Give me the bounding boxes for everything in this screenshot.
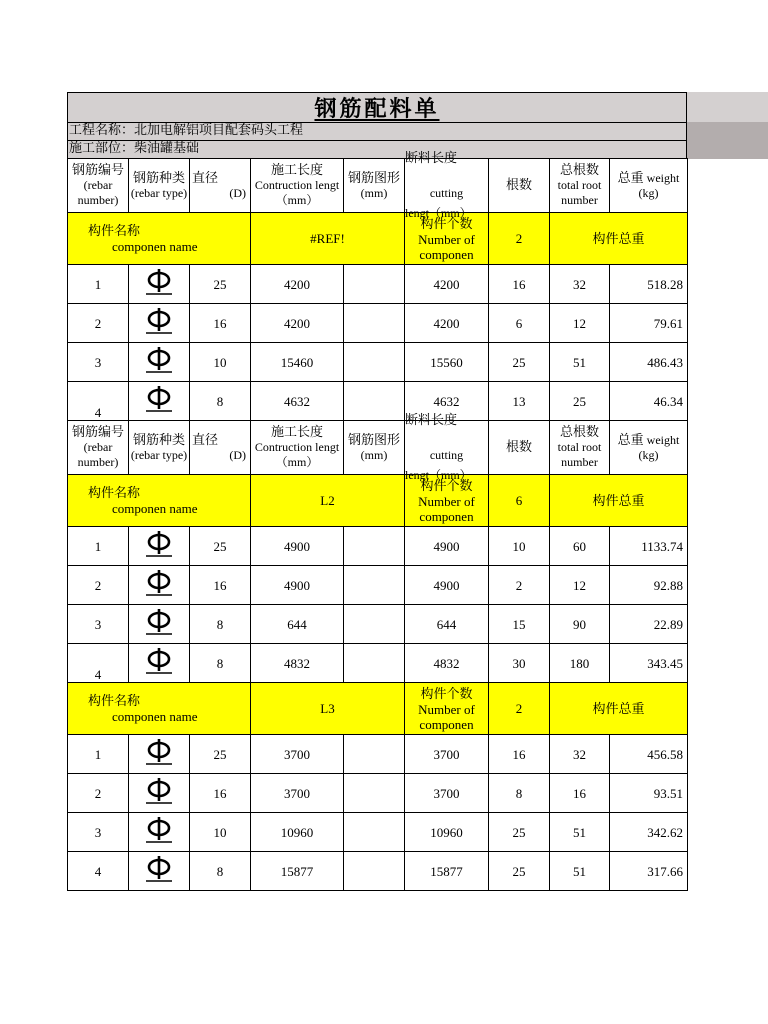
rebar-row (68, 605, 688, 644)
rebar-row (68, 852, 688, 891)
rebar-grade-symbol-icon (142, 530, 176, 560)
col-cutting-length: 断料长度 cutting lengt（mm） (405, 159, 489, 213)
rebar-diameter: 10 (190, 813, 251, 852)
component-name-label: 构件名称 componen name (68, 683, 251, 735)
rebar-number: 3 (68, 343, 129, 382)
rebar-construction-length: 644 (251, 605, 344, 644)
rebar-total-roots: 16 (550, 774, 610, 813)
col-total-weight: 总重 weight (kg) (610, 421, 688, 475)
rebar-count: 16 (489, 265, 550, 304)
component-qty-label: 构件个数 Number of componen (405, 213, 489, 265)
rebar-shape (344, 774, 405, 813)
rebar-shape (344, 265, 405, 304)
rebar-grade-symbol-icon (142, 855, 176, 885)
rebar-total-roots: 60 (550, 527, 610, 566)
column-header-row (68, 421, 688, 475)
rebar-diameter: 16 (190, 304, 251, 343)
rebar-cutting-length: 4200 (405, 265, 489, 304)
col-rebar-number: 钢筋编号 (rebar number) (68, 421, 129, 475)
rebar-total-weight: 343.45 (610, 644, 688, 683)
rebar-construction-length: 15877 (251, 852, 344, 891)
rebar-row (68, 382, 688, 421)
rebar-grade-symbol-icon (142, 569, 176, 599)
rebar-number: 1 (68, 265, 129, 304)
col-total-roots: 总根数 total root number (550, 421, 610, 475)
rebar-diameter: 8 (190, 382, 251, 421)
rebar-type (129, 813, 190, 852)
rebar-diameter: 25 (190, 527, 251, 566)
component-total-weight-label: 构件总重 (550, 683, 688, 735)
rebar-count: 15 (489, 605, 550, 644)
rebar-number: 3 (68, 605, 129, 644)
rebar-total-weight: 46.34 (610, 382, 688, 421)
rebar-count: 6 (489, 304, 550, 343)
rebar-grade-symbol-icon (142, 385, 176, 415)
component-name-value: L3 (251, 683, 405, 735)
rebar-shape (344, 527, 405, 566)
component-qty-value: 2 (489, 213, 550, 265)
rebar-number: 1 (68, 735, 129, 774)
rebar-number: 2 (68, 774, 129, 813)
rebar-diameter: 25 (190, 265, 251, 304)
rebar-total-roots: 32 (550, 265, 610, 304)
rebar-row (68, 343, 688, 382)
rebar-total-weight: 486.43 (610, 343, 688, 382)
rebar-construction-length: 3700 (251, 735, 344, 774)
col-shape: 钢筋图形 (mm) (344, 159, 405, 213)
rebar-number: 2 (68, 304, 129, 343)
rebar-schedule-sheet (67, 92, 687, 891)
rebar-type (129, 343, 190, 382)
component-name-label: 构件名称 componen name (68, 475, 251, 527)
col-construction-length: 施工长度 Contruction lengt（mm） (251, 421, 344, 475)
rebar-diameter: 10 (190, 343, 251, 382)
rebar-cutting-length: 4632 (405, 382, 489, 421)
col-cutting-length: 断料长度 cutting lengt（mm） (405, 421, 489, 475)
rebar-total-roots: 51 (550, 852, 610, 891)
rebar-total-roots: 25 (550, 382, 610, 421)
rebar-cutting-length: 644 (405, 605, 489, 644)
rebar-count: 8 (489, 774, 550, 813)
rebar-grade-symbol-icon (142, 738, 176, 768)
construction-location: 施工部位：柴油罐基础 (67, 140, 687, 158)
rebar-construction-length: 4900 (251, 566, 344, 605)
rebar-total-weight: 317.66 (610, 852, 688, 891)
rebar-table (67, 151, 688, 891)
rebar-shape (344, 304, 405, 343)
rebar-number: 3 (68, 813, 129, 852)
rebar-type (129, 382, 190, 421)
component-total-weight-label: 构件总重 (550, 213, 688, 265)
rebar-shape (344, 382, 405, 421)
rebar-cutting-length: 4900 (405, 566, 489, 605)
component-row (68, 213, 688, 265)
rebar-type (129, 735, 190, 774)
rebar-number: 4 (68, 382, 129, 421)
rebar-cutting-length: 4832 (405, 644, 489, 683)
rebar-cutting-length: 15877 (405, 852, 489, 891)
col-diameter: 直径 (D) (190, 159, 251, 213)
rebar-total-weight: 93.51 (610, 774, 688, 813)
component-name-value: #REF! (251, 213, 405, 265)
rebar-construction-length: 4832 (251, 644, 344, 683)
rebar-diameter: 8 (190, 605, 251, 644)
rebar-shape (344, 343, 405, 382)
col-total-roots: 总根数 total root number (550, 159, 610, 213)
sheet-title: 钢筋配料单 (314, 97, 440, 122)
sheet-title-row (67, 92, 687, 122)
rebar-construction-length: 4200 (251, 304, 344, 343)
rebar-diameter: 16 (190, 566, 251, 605)
rebar-total-weight: 342.62 (610, 813, 688, 852)
component-name-label: 构件名称 componen name (68, 213, 251, 265)
rebar-row (68, 265, 688, 304)
rebar-type (129, 852, 190, 891)
rebar-construction-length: 4900 (251, 527, 344, 566)
rebar-number: 2 (68, 566, 129, 605)
component-qty-label: 构件个数 Number of componen (405, 475, 489, 527)
rebar-total-weight: 456.58 (610, 735, 688, 774)
rebar-total-roots: 51 (550, 813, 610, 852)
rebar-grade-symbol-icon (142, 608, 176, 638)
rebar-total-roots: 180 (550, 644, 610, 683)
rebar-shape (344, 644, 405, 683)
rebar-row (68, 735, 688, 774)
col-shape: 钢筋图形 (mm) (344, 421, 405, 475)
rebar-row (68, 813, 688, 852)
rebar-number: 1 (68, 527, 129, 566)
col-rebar-type: 钢筋种类 (rebar type) (129, 421, 190, 475)
rebar-count: 25 (489, 852, 550, 891)
rebar-row (68, 774, 688, 813)
rebar-count: 2 (489, 566, 550, 605)
rebar-number: 4 (68, 852, 129, 891)
rebar-cutting-length: 3700 (405, 735, 489, 774)
rebar-type (129, 605, 190, 644)
rebar-type (129, 644, 190, 683)
rebar-grade-symbol-icon (142, 647, 176, 677)
rebar-grade-symbol-icon (142, 816, 176, 846)
rebar-construction-length: 4200 (251, 265, 344, 304)
rebar-count: 25 (489, 813, 550, 852)
rebar-total-roots: 12 (550, 304, 610, 343)
rebar-diameter: 25 (190, 735, 251, 774)
rebar-grade-symbol-icon (142, 307, 176, 337)
col-rebar-type: 钢筋种类 (rebar type) (129, 159, 190, 213)
rebar-type (129, 304, 190, 343)
rebar-shape (344, 852, 405, 891)
rebar-total-weight: 79.61 (610, 304, 688, 343)
rebar-diameter: 16 (190, 774, 251, 813)
rebar-type (129, 265, 190, 304)
rebar-total-roots: 51 (550, 343, 610, 382)
rebar-cutting-length: 4900 (405, 527, 489, 566)
rebar-type (129, 774, 190, 813)
rebar-shape (344, 735, 405, 774)
rebar-construction-length: 15460 (251, 343, 344, 382)
rebar-number: 4 (68, 644, 129, 683)
rebar-shape (344, 813, 405, 852)
rebar-cutting-length: 10960 (405, 813, 489, 852)
component-name-value: L2 (251, 475, 405, 527)
rebar-cutting-length: 4200 (405, 304, 489, 343)
rebar-construction-length: 4632 (251, 382, 344, 421)
rebar-row (68, 304, 688, 343)
rebar-count: 16 (489, 735, 550, 774)
rebar-diameter: 8 (190, 644, 251, 683)
component-row (68, 475, 688, 527)
info-band-right (687, 122, 768, 159)
col-count: 根数 (489, 159, 550, 213)
rebar-shape (344, 605, 405, 644)
rebar-grade-symbol-icon (142, 268, 176, 298)
rebar-type (129, 527, 190, 566)
component-total-weight-label: 构件总重 (550, 475, 688, 527)
rebar-total-weight: 22.89 (610, 605, 688, 644)
component-qty-value: 2 (489, 683, 550, 735)
rebar-total-weight: 1133.74 (610, 527, 688, 566)
project-name: 工程名称：北加电解铝项目配套码头工程 (67, 122, 687, 140)
rebar-row (68, 566, 688, 605)
rebar-total-roots: 90 (550, 605, 610, 644)
rebar-total-weight: 518.28 (610, 265, 688, 304)
rebar-count: 25 (489, 343, 550, 382)
column-header-row (68, 159, 688, 213)
rebar-diameter: 8 (190, 852, 251, 891)
component-qty-value: 6 (489, 475, 550, 527)
rebar-type (129, 566, 190, 605)
rebar-total-roots: 32 (550, 735, 610, 774)
rebar-cutting-length: 3700 (405, 774, 489, 813)
rebar-row (68, 644, 688, 683)
rebar-total-roots: 12 (550, 566, 610, 605)
col-diameter: 直径 (D) (190, 421, 251, 475)
header-band-right (687, 92, 768, 122)
rebar-total-weight: 92.88 (610, 566, 688, 605)
rebar-count: 10 (489, 527, 550, 566)
rebar-row (68, 527, 688, 566)
rebar-construction-length: 3700 (251, 774, 344, 813)
rebar-construction-length: 10960 (251, 813, 344, 852)
rebar-count: 13 (489, 382, 550, 421)
col-rebar-number: 钢筋编号 (rebar number) (68, 159, 129, 213)
rebar-shape (344, 566, 405, 605)
col-count: 根数 (489, 421, 550, 475)
col-total-weight: 总重 weight (kg) (610, 159, 688, 213)
rebar-grade-symbol-icon (142, 777, 176, 807)
rebar-cutting-length: 15560 (405, 343, 489, 382)
component-qty-label: 构件个数 Number of componen (405, 683, 489, 735)
component-row (68, 683, 688, 735)
rebar-grade-symbol-icon (142, 346, 176, 376)
rebar-count: 30 (489, 644, 550, 683)
col-construction-length: 施工长度 Contruction lengt（mm） (251, 159, 344, 213)
